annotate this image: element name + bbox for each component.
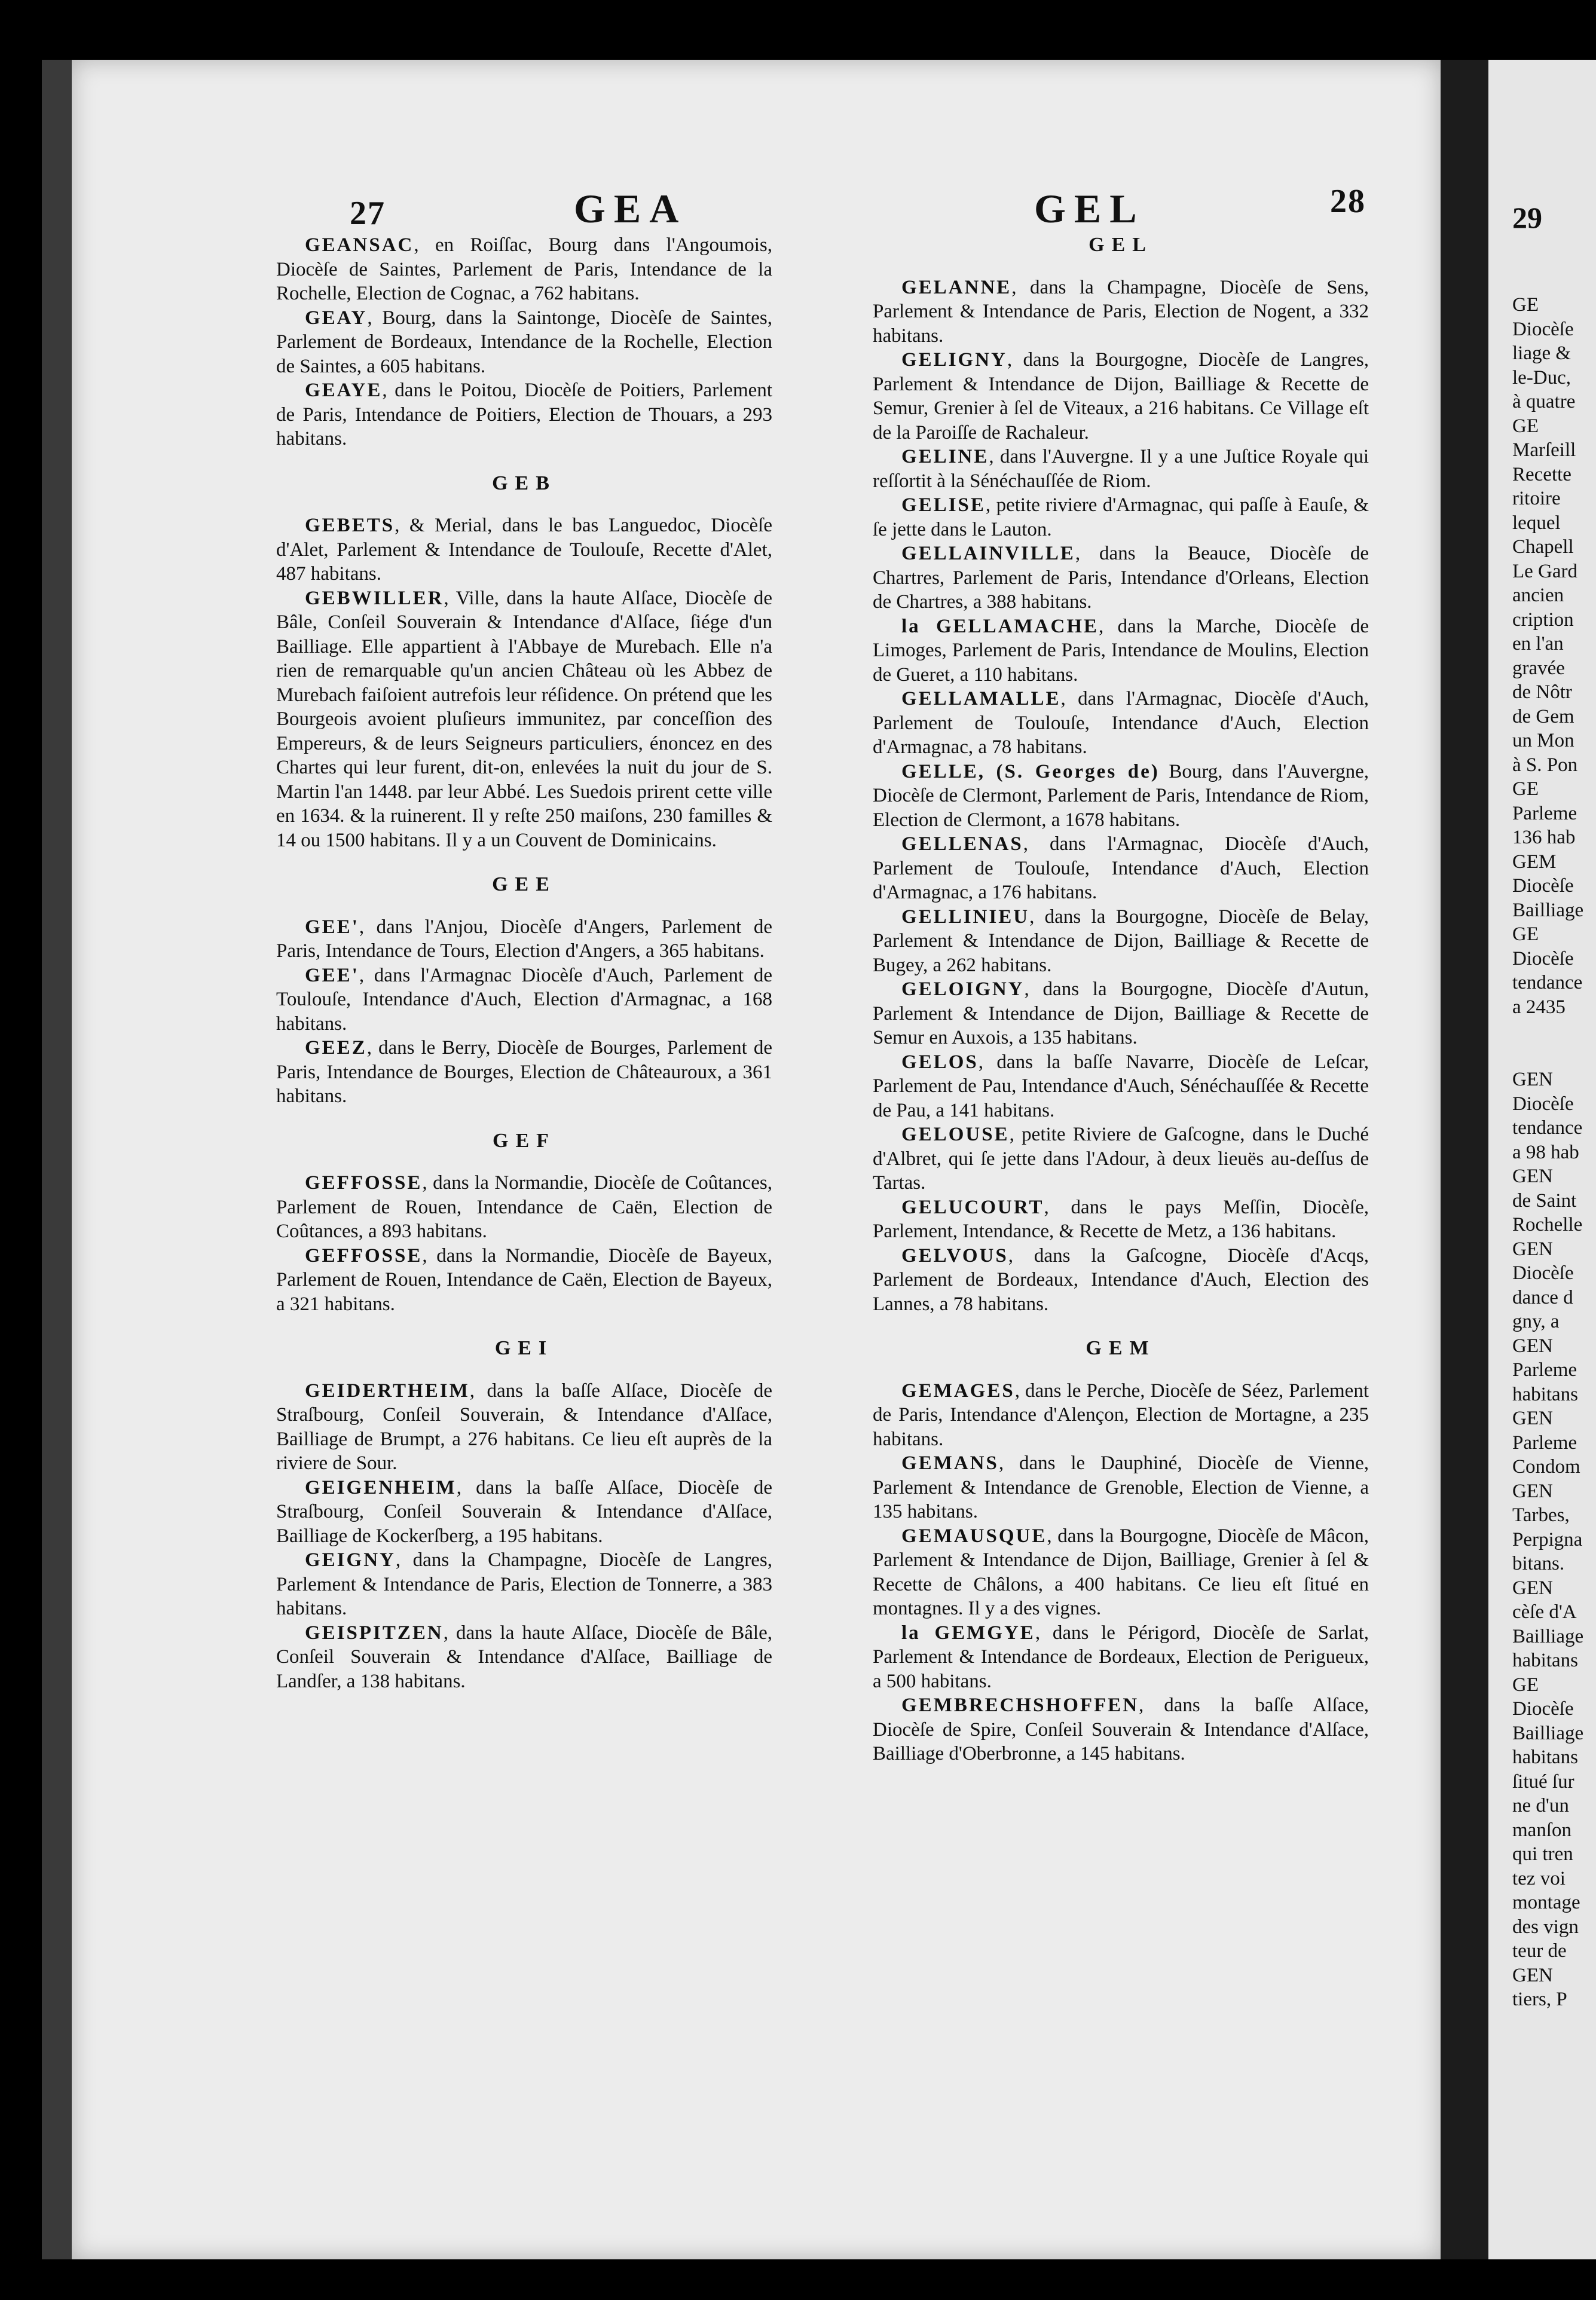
next-page-fragment: Condom <box>1512 1456 1580 1478</box>
entry-headword: GELOIGNY <box>901 978 1025 1000</box>
dictionary-entry <box>873 1621 1369 1694</box>
entry-text: , dans la Normandie, Diocèſe de Bayeux, Parlement de Rouen, Intendance de Caën, Election de Bayeux, a 321 habitans. <box>276 1244 772 1315</box>
section-heading: GEF <box>493 1129 556 1152</box>
next-page-fragment: tendance <box>1512 1117 1583 1139</box>
entry-headword: GELOUSE <box>901 1124 1010 1145</box>
next-page-fragment: Parleme <box>1512 1432 1577 1454</box>
entry-text: , petite riviere d'Armagnac, qui paſſe à Eauſe, & ſe jette dans le Lauton. <box>873 494 1369 540</box>
next-page-fragment: à S. Pon <box>1512 754 1578 776</box>
entry-text: , dans la Gaſcogne, Diocèſe d'Acqs, Parlement de Bordeaux, Intendance d'Auch, Election des Lannes, a 78 habitans. <box>873 1244 1369 1315</box>
next-page-fragment: de Saint <box>1512 1189 1577 1212</box>
dictionary-entry <box>873 1123 1369 1195</box>
page-number-left: 27 <box>350 195 386 232</box>
dictionary-entry <box>276 964 772 1036</box>
entry-headword: GEMAGES <box>901 1380 1015 1402</box>
next-page-fragment: GEN <box>1512 1577 1553 1599</box>
entry-headword: GELANNE <box>901 276 1012 298</box>
dictionary-entry <box>873 493 1369 542</box>
entry-text: , dans la baſſe Alſace, Diocèſe de Straſbourg, Conſeil Souverain & Intendance d'Alſace, Bailliage de Kockerſberg, a 195 habitans. <box>276 1476 772 1547</box>
next-page-fragment: GEN <box>1512 1069 1553 1090</box>
next-page-fragment: à quatre <box>1512 391 1576 412</box>
dictionary-entry <box>276 378 772 451</box>
next-page-fragment: Diocèſe <box>1512 1698 1574 1720</box>
next-page-number: 29 <box>1512 201 1542 234</box>
next-page-fragment: tiers, P <box>1512 1989 1567 2010</box>
next-page-fragment: tez voi <box>1512 1867 1566 1889</box>
entry-text: , dans l'Armagnac, Diocèſe d'Auch, Parlement de Toulouſe, Intendance d'Auch, Election d'Armagnac, a 176 habitans. <box>873 833 1369 903</box>
next-page-fragment: habitans <box>1512 1383 1578 1405</box>
dictionary-entry <box>873 614 1369 687</box>
dictionary-entry <box>276 233 772 306</box>
entry-text: , dans la Champagne, Diocèſe de Sens, Parlement & Intendance de Paris, Election de Nogent, a 332 habitans. <box>873 276 1369 347</box>
entry-headword: GEMANS <box>901 1452 999 1474</box>
next-page-fragment: bitans. <box>1512 1553 1565 1574</box>
entry-headword: GELIGNY <box>901 349 1007 371</box>
entry-text: , Bourg, dans la Saintonge, Diocèſe de Saintes, Parlement de Bordeaux, Intendance de la Rochelle, Election de Saintes, a 605 habitans. <box>276 307 772 377</box>
next-page-fragment: GEN <box>1512 1408 1553 1429</box>
next-page-fragment: Bailliage <box>1512 899 1584 921</box>
entry-text: , dans la baſſe Navarre, Diocèſe de Leſcar, Parlement de Pau, Intendance d'Auch, Sénéchauſſée & Recette de Pau, a 141 habitans. <box>873 1051 1369 1121</box>
entry-headword: la GELLAMACHE <box>901 615 1099 637</box>
next-page-fragment: des vign <box>1512 1916 1579 1938</box>
entry-headword: GELLENAS <box>901 833 1023 855</box>
entry-headword: GEISPITZEN <box>305 1622 444 1644</box>
entry-headword: GEFFOSSE <box>305 1244 423 1267</box>
entry-text: , dans le Perche, Diocèſe de Séez, Parlement de Paris, Intendance d'Alençon, Election de Mortagne, a 235 habitans. <box>873 1380 1369 1450</box>
next-page-fragment: lequel <box>1512 512 1561 534</box>
entry-headword: GELINE <box>901 446 989 467</box>
entry-text: , dans l'Auvergne. Il y a une Juſtice Royale qui reſſortit à la Sénéchauſſée de Riom. <box>873 446 1369 492</box>
entry-text: , & Merial, dans le bas Languedoc, Diocèſe d'Alet, Parlement & Intendance de Toulouſe, Recette d'Alet, 487 habitans. <box>276 515 772 585</box>
next-page-fragment: cription <box>1512 608 1574 631</box>
dictionary-entry <box>276 1171 772 1244</box>
entry-headword: GEE' <box>305 964 359 986</box>
next-page-fragment: Le Gard <box>1512 560 1578 582</box>
next-page-fragment: tendance <box>1512 972 1583 993</box>
next-page-fragment: ancien <box>1512 585 1564 606</box>
entry-headword: GEAYE <box>305 380 383 401</box>
dictionary-entry <box>873 1195 1369 1244</box>
next-page-fragment: Parleme <box>1512 1359 1577 1381</box>
next-page-fragment: ne d'un <box>1512 1795 1569 1816</box>
page-gutter <box>1441 60 1488 2259</box>
entry-headword: GELISE <box>901 494 986 516</box>
entry-headword: GEBETS <box>305 515 395 536</box>
next-page-fragment: GEN <box>1512 1964 1553 1986</box>
entry-text: , dans la Normandie, Diocèſe de Coûtances, Parlement de Rouen, Intendance de Caën, Election de Coûtances, a 893 habitans. <box>276 1172 772 1242</box>
section-heading: GEE <box>492 873 557 895</box>
entry-headword: GELVOUS <box>901 1244 1008 1267</box>
next-page-fragment: GE <box>1512 294 1539 316</box>
next-page-fragment: Tarbes, <box>1512 1504 1570 1526</box>
dictionary-entry <box>276 1244 772 1317</box>
dictionary-entry <box>873 687 1369 760</box>
next-page-fragment: GE <box>1512 415 1539 437</box>
next-page-fragment: dance d <box>1512 1286 1573 1308</box>
section-heading: GEB <box>492 472 557 494</box>
next-page-fragment: qui tren <box>1512 1843 1573 1865</box>
dictionary-entry <box>276 1036 772 1109</box>
next-page-fragment: Bailliage <box>1512 1625 1584 1647</box>
dictionary-entry <box>873 1524 1369 1621</box>
entry-text: , dans la Bourgogne, Diocèſe d'Autun, Parlement & Intendance de Dijon, Bailliage & Recette de Semur en Auxois, a 135 habitans. <box>873 978 1369 1048</box>
next-page-fragment: Diocèſe <box>1512 1262 1574 1284</box>
entry-headword: GEMAUSQUE <box>901 1525 1047 1547</box>
dictionary-entry <box>276 915 772 964</box>
next-page-fragment: Perpigna <box>1512 1528 1583 1550</box>
next-page-fragment: le-Duc, <box>1512 366 1571 389</box>
entry-headword: GEANSAC <box>305 234 414 256</box>
entry-headword: GEEZ <box>305 1037 367 1059</box>
entry-text: , dans le Poitou, Diocèſe de Poitiers, Parlement de Paris, Intendance de Poitiers, Election de Thouars, a 293 habitans. <box>276 380 772 449</box>
dictionary-entry <box>873 1451 1369 1524</box>
entry-text: , dans le Périgord, Diocèſe de Sarlat, Parlement & Intendance de Bordeaux, Election de Perigueux, a 500 habitans. <box>873 1622 1369 1692</box>
entry-text: , dans la Bourgogne, Diocèſe de Belay, Parlement & Intendance de Dijon, Bailliage & Recette de Bugey, a 262 habitans. <box>873 906 1369 976</box>
running-head-left: GEA <box>574 186 687 231</box>
dictionary-entry <box>873 348 1369 445</box>
dictionary-entry <box>873 1379 1369 1452</box>
next-page-fragment: Marſeill <box>1512 439 1576 461</box>
entry-text: , dans le Berry, Diocèſe de Bourges, Parlement de Paris, Intendance de Bourges, Election de Châteauroux, a 361 habitans. <box>276 1037 772 1107</box>
next-page-fragment: un Mon <box>1512 730 1574 751</box>
next-page-fragment: en l'an <box>1512 633 1564 654</box>
next-page-fragment: GE <box>1512 1674 1539 1696</box>
section-heading: GEM <box>1086 1337 1156 1359</box>
next-page-fragment: Bailliage <box>1512 1722 1584 1744</box>
next-page-fragment: habitans <box>1512 1747 1578 1768</box>
dictionary-entry <box>873 977 1369 1050</box>
next-page-fragment: GEN <box>1512 1166 1553 1187</box>
entry-headword: GEMBRECHSHOFFEN <box>901 1695 1139 1716</box>
next-page-fragment: GEN <box>1512 1480 1553 1502</box>
column-left <box>276 233 772 1693</box>
column-right <box>873 233 1369 1766</box>
entry-headword: GEFFOSSE <box>305 1172 423 1194</box>
dictionary-entry <box>276 586 772 853</box>
next-page-fragment: 136 hab <box>1512 827 1576 848</box>
next-page-fragment: GEN <box>1512 1335 1553 1357</box>
dictionary-entry <box>276 513 772 586</box>
dictionary-entry <box>276 1476 772 1549</box>
entry-text: , Ville, dans la haute Alſace, Diocèſe de Bâle, Conſeil Souverain & Intendance d'Alſace, ſiége d'un Bailliage. Elle appartient à l'Abbaye de Murebach. Elle n'a rien de remarquable qu'un ancien Château où les Abbez de Murebach faiſoient autrefois leur réſidence. On prétend que les Bourgeois avoient pluſieurs immunitez, par conceſſion des Empereurs, & de leurs Seigneurs particuliers, énoncez en des Chartes qui leur furent, dit-on, enlevées la nuit du jour de S. Martin l'an 1448. par leur Abbé. Les Suedois prirent cette ville en 1634. & la ruinerent. Il y reſte 250 maiſons, 230 familles & 14 ou 1500 habitans. Il y a un Couvent de Dominicains. <box>276 587 772 851</box>
next-page-fragment: Chapell <box>1512 536 1574 558</box>
next-page-fragment: ritoire <box>1512 488 1561 509</box>
next-page-fragment: montage <box>1512 1892 1580 1913</box>
next-page-fragment: Diocèſe <box>1512 947 1574 969</box>
next-page-fragment: a 2435 <box>1512 996 1566 1018</box>
next-page-fragment: Rochelle <box>1512 1214 1583 1235</box>
entry-headword: GELLAINVILLE <box>901 543 1075 564</box>
dictionary-entry <box>873 542 1369 614</box>
dictionary-entry <box>873 905 1369 978</box>
next-page-fragment: Diocèſe <box>1512 1093 1574 1115</box>
next-page-fragment: de Nôtr <box>1512 681 1572 703</box>
entry-headword: GEIGENHEIM <box>305 1476 457 1498</box>
entry-headword: GEIGNY <box>305 1549 396 1571</box>
page-number-right: 28 <box>1330 183 1366 220</box>
entry-headword: GEE' <box>305 916 359 938</box>
entry-text: , dans la Bourgogne, Diocèſe de Langres, Parlement & Intendance de Dijon, Bailliage & Recette de Semur, Grenier à ſel de Viteaux, a 216 habitans. Ce Village eſt de la Paroiſſe de Rachaleur. <box>873 349 1369 444</box>
next-page-fragment: GE <box>1512 778 1539 800</box>
next-page-fragment: Parleme <box>1512 802 1577 824</box>
entry-headword: GEIDERTHEIM <box>305 1380 470 1402</box>
entry-text: , en Roiſſac, Bourg dans l'Angoumois, Diocèſe de Saintes, Parlement de Paris, Intendance de la Rochelle, Election de Cognac, a 762 habitans. <box>276 234 772 304</box>
dictionary-entry <box>873 1244 1369 1317</box>
entry-headword: GEAY <box>305 307 368 329</box>
next-page-fragment: liage & <box>1512 342 1571 364</box>
next-page-fragment: manſon <box>1512 1819 1571 1841</box>
section-heading: GEL <box>1089 234 1153 256</box>
entry-text: , petite Riviere de Gaſcogne, dans le Duché d'Albret, qui ſe jette dans l'Adour, à deux lieuës au-deſſus de Tartas. <box>873 1124 1369 1194</box>
entry-headword: la GEMGYE <box>901 1622 1035 1644</box>
next-page-fragment: cèſe d'A <box>1512 1601 1577 1623</box>
scan-border-left <box>42 60 72 2259</box>
next-page-fragment: Diocèſe <box>1512 318 1574 340</box>
next-page-fragment: habitans <box>1512 1650 1578 1671</box>
entry-headword: GELOS <box>901 1051 979 1073</box>
entry-text: , dans le Dauphiné, Diocèſe de Vienne, Parlement & Intendance de Grenoble, Election de Vienne, a 135 habitans. <box>873 1452 1369 1522</box>
dictionary-entry <box>873 1050 1369 1123</box>
entry-text: , dans le pays Meſſin, Diocèſe, Parlement, Intendance, & Recette de Metz, a 136 habitans. <box>873 1196 1369 1242</box>
dictionary-entry <box>873 276 1369 348</box>
next-page-fragment: teur de <box>1512 1940 1567 1962</box>
next-page-fragment: ſitué ſur <box>1512 1770 1574 1793</box>
next-page-fragment: a 98 hab <box>1512 1141 1579 1163</box>
next-page-fragment: de Gem <box>1512 705 1574 727</box>
next-page-fragment: GE <box>1512 923 1539 945</box>
dictionary-entry <box>873 760 1369 833</box>
next-page-fragment: gravée <box>1512 657 1565 679</box>
entry-text: , dans la Champagne, Diocèſe de Langres, Parlement & Intendance de Paris, Election de Tonnerre, a 383 habitans. <box>276 1549 772 1619</box>
entry-text: , dans la Marche, Diocèſe de Limoges, Parlement de Paris, Intendance de Moulins, Election de Gueret, a 110 habitans. <box>873 615 1369 686</box>
entry-headword: GELLAMALLE <box>901 688 1061 709</box>
section-heading: GEI <box>494 1337 554 1359</box>
entry-headword: GELLE, (S. Georges de) <box>901 760 1160 782</box>
next-page-fragment: GEN <box>1512 1238 1553 1260</box>
dictionary-entry <box>873 1693 1369 1766</box>
dictionary-entry <box>873 445 1369 493</box>
dictionary-entry <box>873 832 1369 905</box>
entry-text: , dans la baſſe Alſace, Diocèſe de Spire, Conſeil Souverain & Intendance d'Alſace, Bailliage d'Oberbronne, a 145 habitans. <box>873 1695 1369 1764</box>
entry-headword: GEBWILLER <box>305 587 444 609</box>
entry-text: , dans l'Armagnac Diocèſe d'Auch, Parlement de Toulouſe, Intendance d'Auch, Election d'Armagnac, a 168 habitans. <box>276 964 772 1035</box>
entry-headword: GELLINIEU <box>901 906 1030 928</box>
dictionary-entry <box>276 1621 772 1694</box>
dictionary-entry <box>276 306 772 379</box>
next-page-fragment: GEM <box>1512 851 1557 873</box>
next-page-fragment: Diocèſe <box>1512 875 1574 897</box>
entry-text: , dans la haute Alſace, Diocèſe de Bâle, Conſeil Souverain & Intendance d'Alſace, Bailliage de Landſer, a 138 habitans. <box>276 1622 772 1692</box>
next-page-fragment: gny, a <box>1512 1311 1560 1332</box>
entry-text: , dans l'Armagnac, Diocèſe d'Auch, Parlement de Toulouſe, Intendance d'Auch, Election d'Armagnac, a 78 habitans. <box>873 688 1369 758</box>
entry-text: , dans l'Anjou, Diocèſe d'Angers, Parlement de Paris, Intendance de Tours, Election d'Angers, a 365 habitans. <box>276 916 772 962</box>
next-page-fragment: Recette <box>1512 463 1571 485</box>
dictionary-entry <box>276 1379 772 1476</box>
entry-text: , dans la Beauce, Diocèſe de Chartres, Parlement de Paris, Intendance d'Orleans, Election de Chartres, a 388 habitans. <box>873 543 1369 613</box>
entry-text: Bourg, dans l'Auvergne, Diocèſe de Clermont, Parlement de Paris, Intendance de Riom, Election de Clermont, a 1678 habitans. <box>873 760 1369 831</box>
dictionary-entry <box>276 1548 772 1621</box>
running-head-right: GEL <box>1034 186 1145 231</box>
entry-headword: GELUCOURT <box>901 1196 1044 1218</box>
entry-text: , dans la Bourgogne, Diocèſe de Mâcon, Parlement & Intendance de Dijon, Bailliage, Grenier à ſel & Recette de Châlons, a 400 habitans. Ce lieu eſt ſitué en montagnes. Il y a des vignes. <box>873 1525 1369 1619</box>
page-next-partial <box>1488 60 1596 2259</box>
entry-text: , dans la baſſe Alſace, Diocèſe de Straſbourg, Conſeil Souverain, & Intendance d'Alſace, Bailliage de Brumpt, a 276 habitans. Ce lieu eſt auprès de la riviere de Sour. <box>276 1380 772 1474</box>
